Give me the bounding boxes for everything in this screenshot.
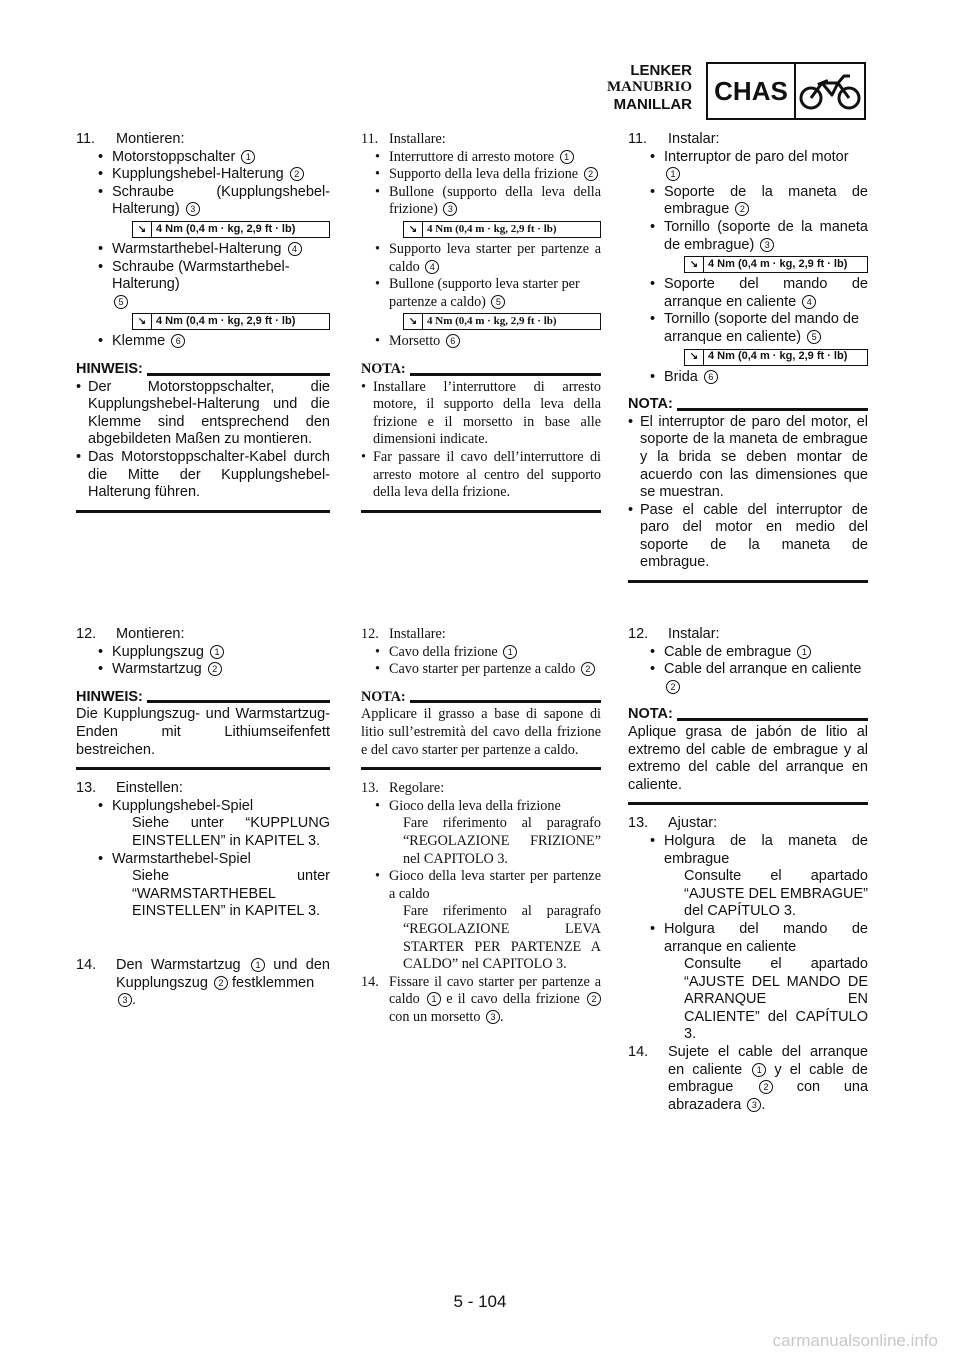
note-item: • Installare l’interruttore di arresto motore, il supporto della leva della frizione e il morsetto in base alle dimensioni indicate.	[361, 378, 601, 448]
list-item: • Brida 6	[628, 369, 868, 387]
list-item: • Cable del arranque en caliente 2	[650, 661, 862, 692]
column-spanish	[628, 131, 868, 583]
list-item: • Schraube (Kupplungshebel-Halterung) 3	[98, 183, 330, 218]
list-item: • Cable de embrague 1	[628, 644, 868, 662]
column-italian-lower	[361, 626, 601, 1026]
column-german	[76, 131, 330, 513]
step-11: 11. Montieren:	[76, 131, 185, 147]
torque-spec: ↘ 4 Nm (0,4 m · kg, 2,9 ft · lb)	[684, 349, 868, 366]
step-14: 14. Sujete el cable del arranque en caliente 1 y el cable de embrague 2 con una abrazadera 3 .	[628, 1044, 869, 1113]
torque-spec: ↘ 4 Nm (0,4 m · kg, 2,9 ft · lb)	[403, 221, 601, 238]
step-12: 12. Installare:	[361, 626, 446, 642]
marker-3: 3	[186, 202, 200, 216]
note-heading: HINWEIS:	[76, 689, 330, 707]
list-item: • Morsetto 6	[361, 333, 601, 351]
note-item: • Pase el cable del interruptor de paro del motor en medio del soporte de la maneta de embrague.	[628, 501, 868, 571]
motorcycle-icon	[796, 64, 864, 118]
step-12: 12. Montieren:	[76, 626, 185, 642]
list-item: • Warmstartzug 2	[76, 661, 330, 679]
note-heading: NOTA:	[628, 706, 868, 724]
section-badge	[706, 62, 866, 120]
note-divider	[361, 767, 601, 770]
torque-spec: ↘ 4 Nm (0,4 m · kg, 2,9 ft · lb)	[684, 256, 868, 273]
title-it: MANUBRIO	[607, 79, 692, 95]
column-german-lower	[76, 626, 330, 1010]
step-11: 11. Installare:	[361, 131, 446, 147]
marker-4: 4	[288, 242, 302, 256]
note-divider	[76, 510, 330, 513]
note-divider	[628, 580, 868, 583]
list-item: • Holgura del mando de arranque en caliente	[650, 920, 868, 955]
list-item: • Cavo della frizione 1	[361, 644, 601, 662]
marker-6: 6	[171, 334, 185, 348]
step-14: 14. Fissare il cavo starter per partenze a caldo 1 e il cavo della frizione 2 con un morsetto 3 .	[361, 973, 601, 1025]
note-divider	[76, 767, 330, 770]
wrench-icon: ↘	[133, 314, 152, 329]
list-item: • Kupplungszug 1	[76, 644, 330, 662]
reference-text: Fare riferimento al paragrafo “REGOLAZIONE LEVA STARTER PER PARTENZE A CALDO” nel CAPITOLO 3.	[403, 903, 601, 973]
wrench-icon: ↘	[404, 222, 423, 237]
step-12: 12. Instalar:	[628, 626, 720, 642]
note-item: • Der Motorstoppschalter, die Kupplungshebel-Halterung und die Klemme sind entsprechend den abgebildeten Maßen zu montieren.	[76, 378, 330, 448]
reference-text: Siehe unter “WARMSTARTHEBEL EINSTELLEN” in KAPITEL 3.	[132, 868, 330, 920]
note-text: Aplique grasa de jabón de litio al extremo del cable de embrague y al extremo del cable del arranque en caliente.	[628, 723, 868, 793]
note-heading: HINWEIS:	[76, 361, 330, 379]
list-item: • Bullone (supporto leva starter per partenze a caldo) 5	[375, 276, 580, 310]
torque-spec: ↘ 4 Nm (0,4 m · kg, 2,9 ft · lb)	[403, 313, 601, 330]
wrench-icon: ↘	[685, 350, 704, 365]
step-13: 13. Ajustar:	[628, 815, 718, 832]
list-item: • Supporto leva starter per partenze a caldo 4	[375, 240, 601, 275]
note-heading: NOTA:	[361, 689, 601, 707]
note-item: • Das Motorstoppschalter-Kabel durch die Mitte der Kupplungshebel-Halterung führen.	[76, 448, 330, 501]
step-14: 14. Den Warmstartzug 1 und den Kupplungszug 2 festklemmen 3 .	[76, 956, 330, 1009]
reference-text: Consulte el apartado “AJUSTE DEL MANDO DE ARRANQUE EN CALIENTE” del CAPÍTULO 3.	[684, 956, 868, 1043]
list-item: • Kupplungshebel-Spiel	[98, 797, 254, 814]
note-divider	[361, 510, 601, 513]
note-heading: NOTA:	[628, 396, 868, 414]
list-item: • Interruptor de paro del motor 1	[650, 148, 849, 180]
list-item: • Cavo starter per partenze a caldo 2	[361, 661, 601, 679]
note-item: • Far passare il cavo dell’interruttore di arresto motore al centro del supporto della leva della frizione.	[361, 448, 601, 501]
step-13: 13. Einstellen:	[76, 780, 183, 797]
note-heading: NOTA:	[361, 361, 601, 379]
title-de: LENKER	[630, 62, 692, 79]
watermark: carmanualsonline.info	[772, 1331, 938, 1350]
list-item: • Klemme 6	[76, 333, 330, 351]
list-item: • Gioco della leva starter per partenze a caldo	[375, 868, 601, 902]
list-item: • Soporte del mando de arranque en caliente 4	[650, 276, 868, 310]
marker-1: 1	[241, 150, 255, 164]
title-es: MANILLAR	[613, 96, 692, 113]
list-item: • Motorstoppschalter 1	[76, 149, 330, 167]
list-item: • Tornillo (soporte de la maneta de embrague) 3	[650, 218, 868, 253]
reference-text: Consulte el apartado “AJUSTE DEL EMBRAGUE” del CAPÍTULO 3.	[684, 868, 868, 920]
section-label: CHAS	[708, 64, 796, 118]
note-item: • El interruptor de paro del motor, el soporte de la maneta de embrague y la brida se deben montar de acuerdo con las dimensiones que se muestran.	[628, 413, 868, 501]
column-spanish-lower	[628, 626, 868, 1114]
list-item: • Tornillo (soporte del mando de arranque en caliente) 5	[650, 311, 860, 345]
note-divider	[628, 802, 868, 805]
list-item: • Holgura de la maneta de embrague	[650, 832, 868, 867]
section-titles	[607, 62, 692, 113]
reference-text: Siehe unter “KUPPLUNG EINSTELLEN” in KAPITEL 3.	[132, 815, 330, 849]
marker-2: 2	[290, 167, 304, 181]
note-text: Die Kupplungszug- und Warmstartzug-Enden mit Lithiumseifenfett bestreichen.	[76, 706, 330, 758]
list-item: • Warmstarthebel-Halterung 4	[76, 241, 330, 259]
wrench-icon: ↘	[133, 222, 152, 237]
list-item: • Bullone (supporto della leva della frizione) 3	[375, 183, 601, 218]
list-item: • Supporto della leva della frizione 2	[361, 166, 601, 184]
step-11: 11. Instalar:	[628, 131, 720, 147]
step-13: 13. Regolare:	[361, 780, 445, 797]
wrench-icon: ↘	[685, 257, 704, 272]
note-text: Applicare il grasso a base di sapone di litio sull’estremità del cavo della frizione e del cavo starter per partenze a caldo.	[361, 706, 601, 758]
list-item: • Kupplungshebel-Halterung 2	[76, 166, 330, 184]
list-item: • Gioco della leva della frizione	[375, 797, 561, 814]
column-italian	[361, 131, 601, 513]
list-item: • Warmstarthebel-Spiel	[98, 850, 251, 867]
torque-spec: ↘ 4 Nm (0,4 m · kg, 2,9 ft · lb)	[132, 221, 330, 238]
list-item: • Soporte de la maneta de embrague 2	[650, 183, 868, 218]
list-item: • Interruttore di arresto motore 1	[361, 149, 601, 167]
wrench-icon: ↘	[404, 314, 423, 329]
list-item: • Schraube (Warmstarthebel-Halterung) 5	[98, 258, 290, 307]
page-number: 5 - 104	[453, 1292, 507, 1311]
marker-5: 5	[114, 295, 128, 309]
torque-spec: ↘ 4 Nm (0,4 m · kg, 2,9 ft · lb)	[132, 313, 330, 330]
reference-text: Fare riferimento al paragrafo “REGOLAZIONE FRIZIONE” nel CAPITOLO 3.	[403, 815, 601, 867]
